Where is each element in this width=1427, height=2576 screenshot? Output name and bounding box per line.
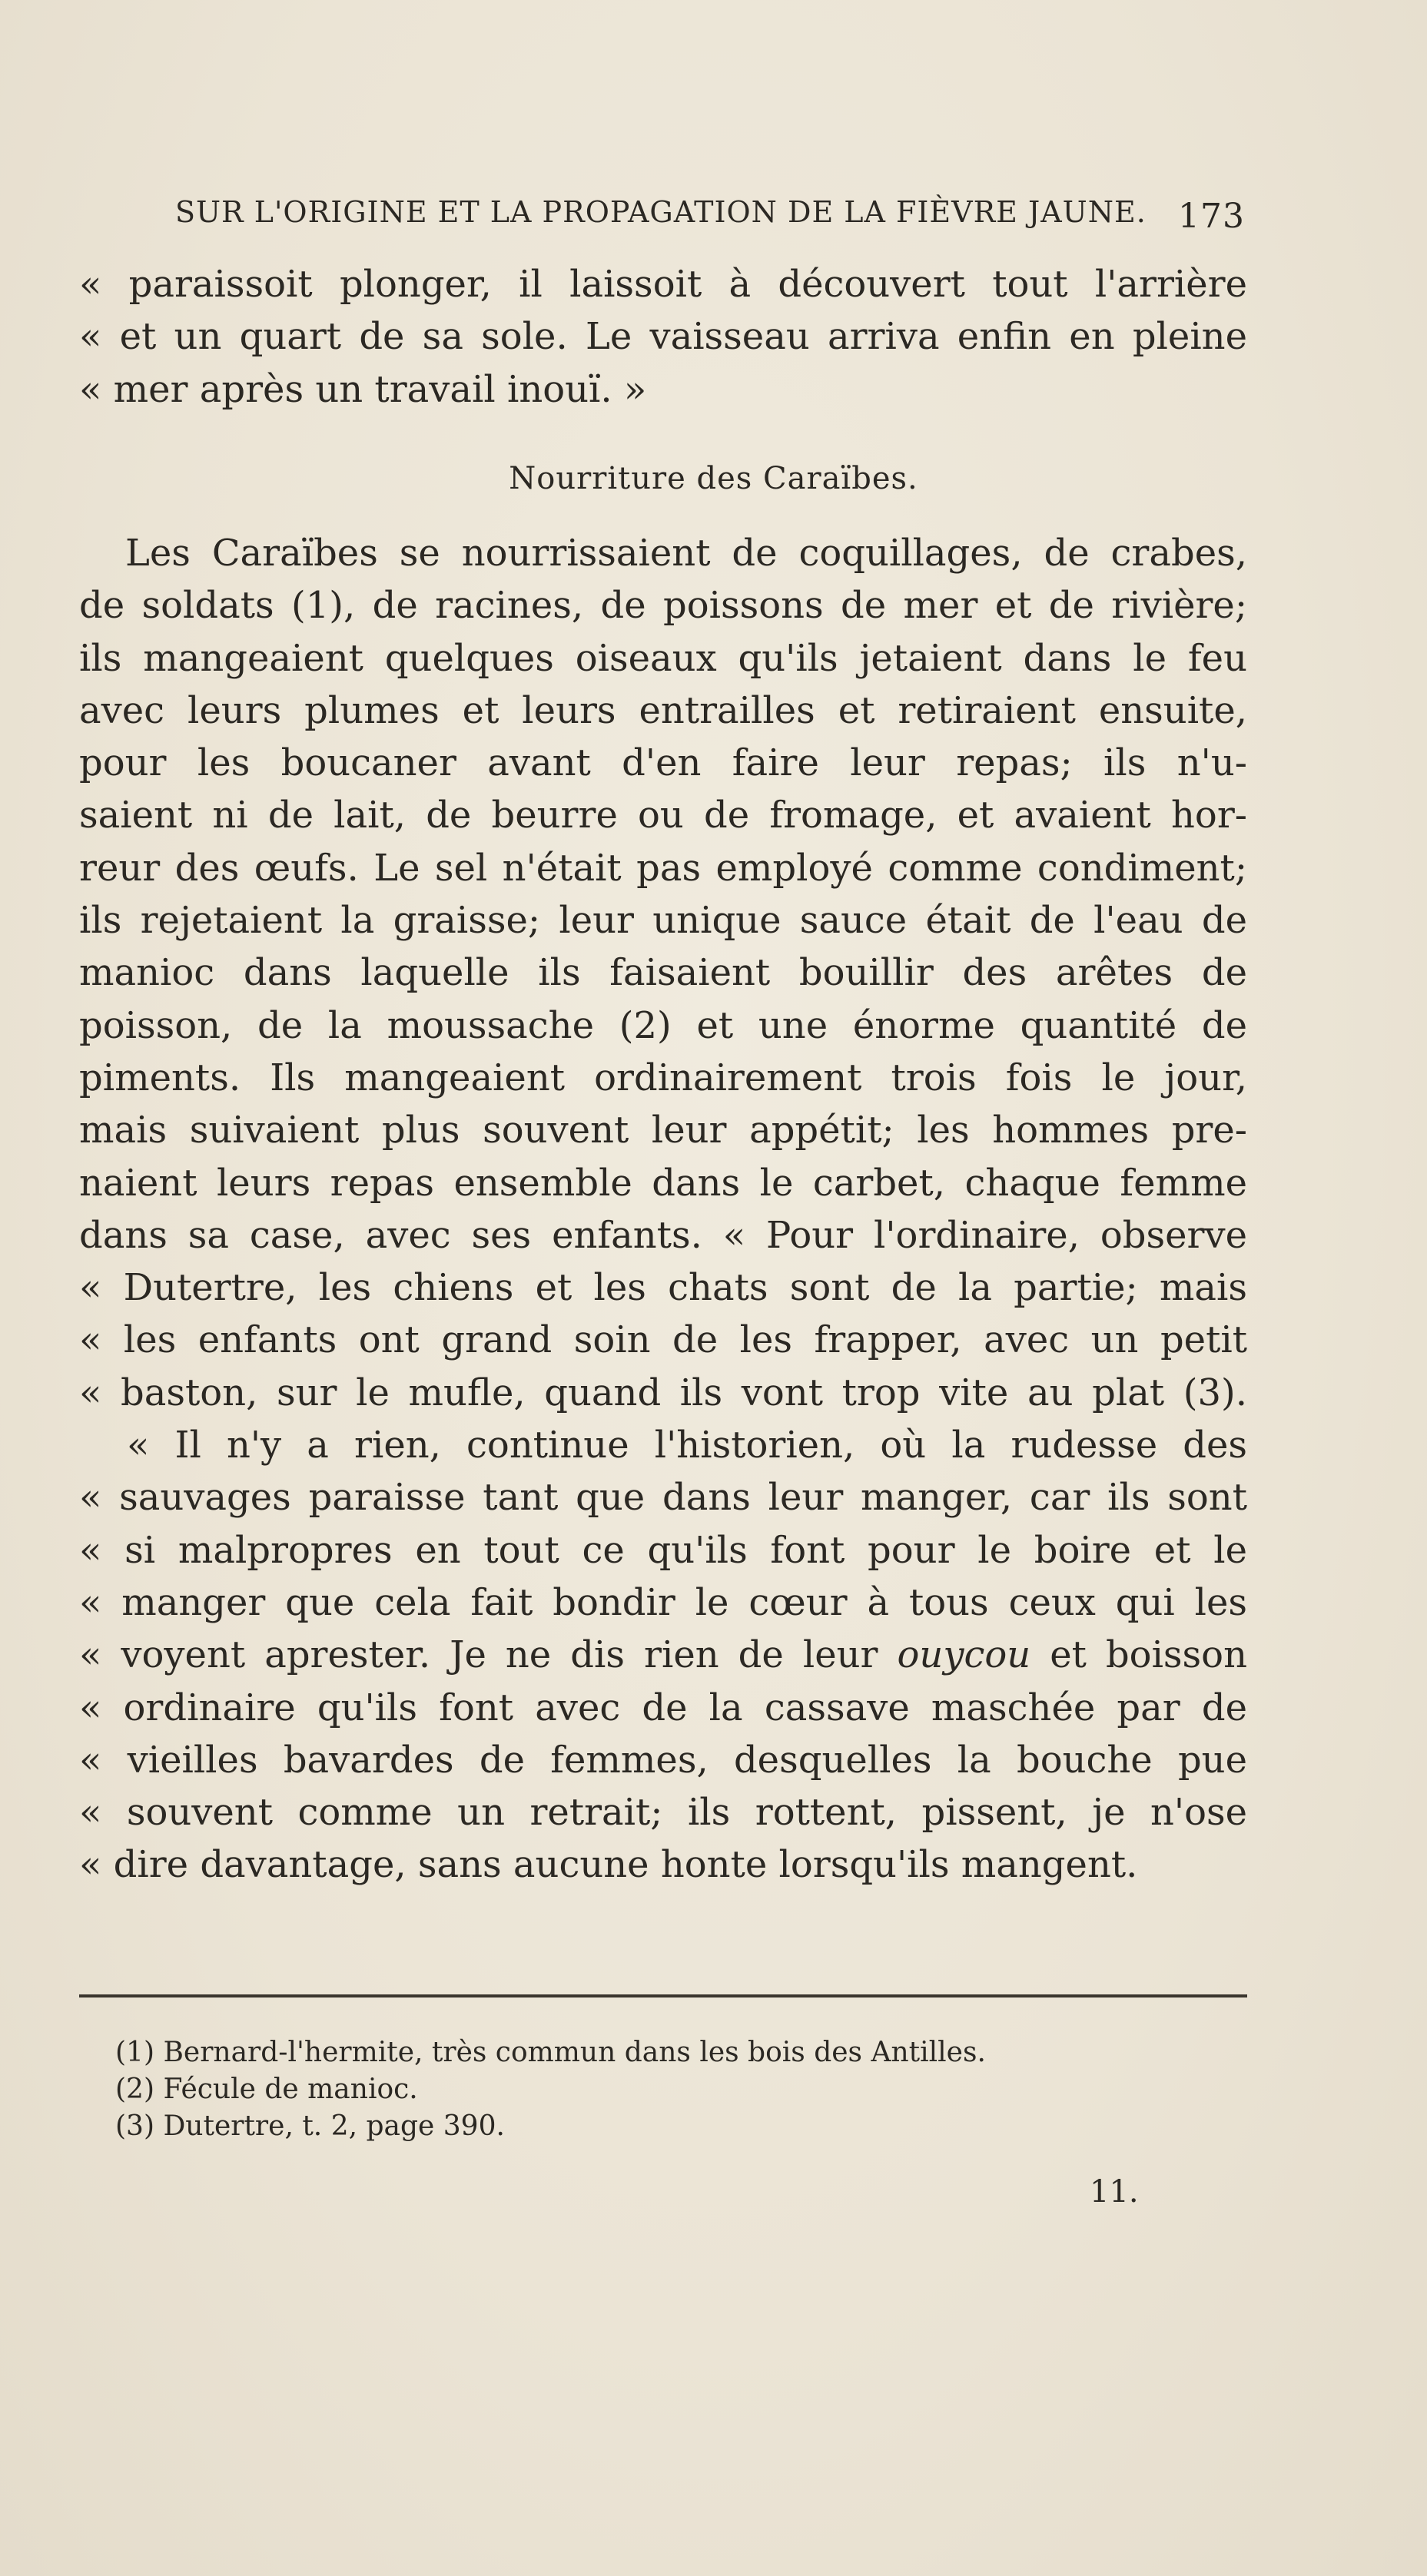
- text-line: « dire davantage, sans aucune honte lorsqu'ils mangent.: [79, 1843, 1138, 1887]
- italic-term: ouycou: [897, 1633, 1031, 1677]
- text-line: pour les boucaner avant d'en faire leur repas; ils n'u-: [79, 741, 1247, 785]
- main-paragraph: [79, 527, 1247, 1891]
- footnote: (3) Dutertre, t. 2, page 390.: [115, 2110, 505, 2142]
- text-line: « Dutertre, les chiens et les chats sont de la partie; mais: [79, 1266, 1247, 1310]
- footnote: (1) Bernard-l'hermite, très commun dans les bois des Antilles.: [115, 2037, 986, 2068]
- text-line: « si malpropres en tout ce qu'ils font pour le boire et le: [79, 1528, 1247, 1572]
- running-title: SUR L'ORIGINE ET LA PROPAGATION DE LA FIÈVRE JAUNE.: [175, 195, 1147, 229]
- section-heading: Nourriture des Caraïbes.: [509, 461, 918, 496]
- text-line: « manger que cela fait bondir le cœur à tous ceux qui les: [79, 1580, 1247, 1624]
- text-line: « les enfants ont grand soin de les frapper, avec un petit: [79, 1318, 1247, 1362]
- text-line: « vieilles bavardes de femmes, desquelles la bouche pue: [79, 1738, 1247, 1782]
- text-line: « ordinaire qu'ils font avec de la cassave maschée par de: [79, 1686, 1247, 1729]
- text-line: « et un quart de sa sole. Le vaisseau arriva enfin en pleine: [79, 315, 1247, 359]
- text-line: reur des œufs. Le sel n'était pas employé comme condiment;: [79, 846, 1247, 890]
- footnote: (2) Fécule de manioc.: [115, 2074, 418, 2105]
- text-line: mais suivaient plus souvent leur appétit; les hommes pre-: [79, 1109, 1247, 1152]
- text-line-with-italic: [79, 1629, 1247, 1681]
- text-line: avec leurs plumes et leurs entrailles et retiraient ensuite,: [79, 688, 1247, 732]
- text-line: piments. Ils mangeaient ordinairement trois fois le jour,: [79, 1056, 1247, 1099]
- opening-quote-block: [79, 258, 1247, 416]
- text-line: manioc dans laquelle ils faisaient bouillir des arêtes de: [79, 951, 1247, 995]
- text-line: « souvent comme un retrait; ils rottent, pissent, je n'ose: [79, 1791, 1247, 1835]
- footnote-rule: [79, 1994, 1247, 1997]
- text-line: naient leurs repas ensemble dans le carbet, chaque femme: [79, 1161, 1247, 1205]
- text-line: ils rejetaient la graisse; leur unique sauce était de l'eau de: [79, 899, 1247, 943]
- text-fragment: « voyent aprester. Je ne dis rien de leur: [79, 1633, 898, 1677]
- text-line: « sauvages paraisse tant que dans leur manger, car ils sont: [79, 1476, 1247, 1520]
- text-line: poisson, de la moussache (2) et une énorme quantité de: [79, 1003, 1247, 1047]
- text-line: dans sa case, avec ses enfants. « Pour l'ordinaire, observe: [79, 1213, 1247, 1257]
- text-line: Les Caraïbes se nourrissaient de coquillages, de crabes,: [125, 532, 1247, 575]
- running-head: [175, 195, 1251, 241]
- text-line: ils mangeaient quelques oiseaux qu'ils jetaient dans le feu: [79, 636, 1247, 680]
- text-fragment: et boisson: [1030, 1633, 1247, 1677]
- text-line: « Il n'y a rien, continue l'historien, où la rudesse des: [127, 1424, 1247, 1467]
- text-line: « mer après un travail inouï. »: [79, 367, 647, 411]
- text-line: « baston, sur le mufle, quand ils vont trop vite au plat (3).: [79, 1371, 1247, 1414]
- page-number: 173: [1178, 197, 1245, 236]
- signature-mark: 11.: [1090, 2174, 1139, 2210]
- footnotes: [115, 2034, 1114, 2145]
- text-line: de soldats (1), de racines, de poissons de mer et de rivière;: [79, 584, 1247, 628]
- text-line: saient ni de lait, de beurre ou de fromage, et avaient hor-: [79, 794, 1247, 837]
- text-line: « paraissoit plonger, il laissoit à découvert tout l'arrière: [79, 263, 1247, 306]
